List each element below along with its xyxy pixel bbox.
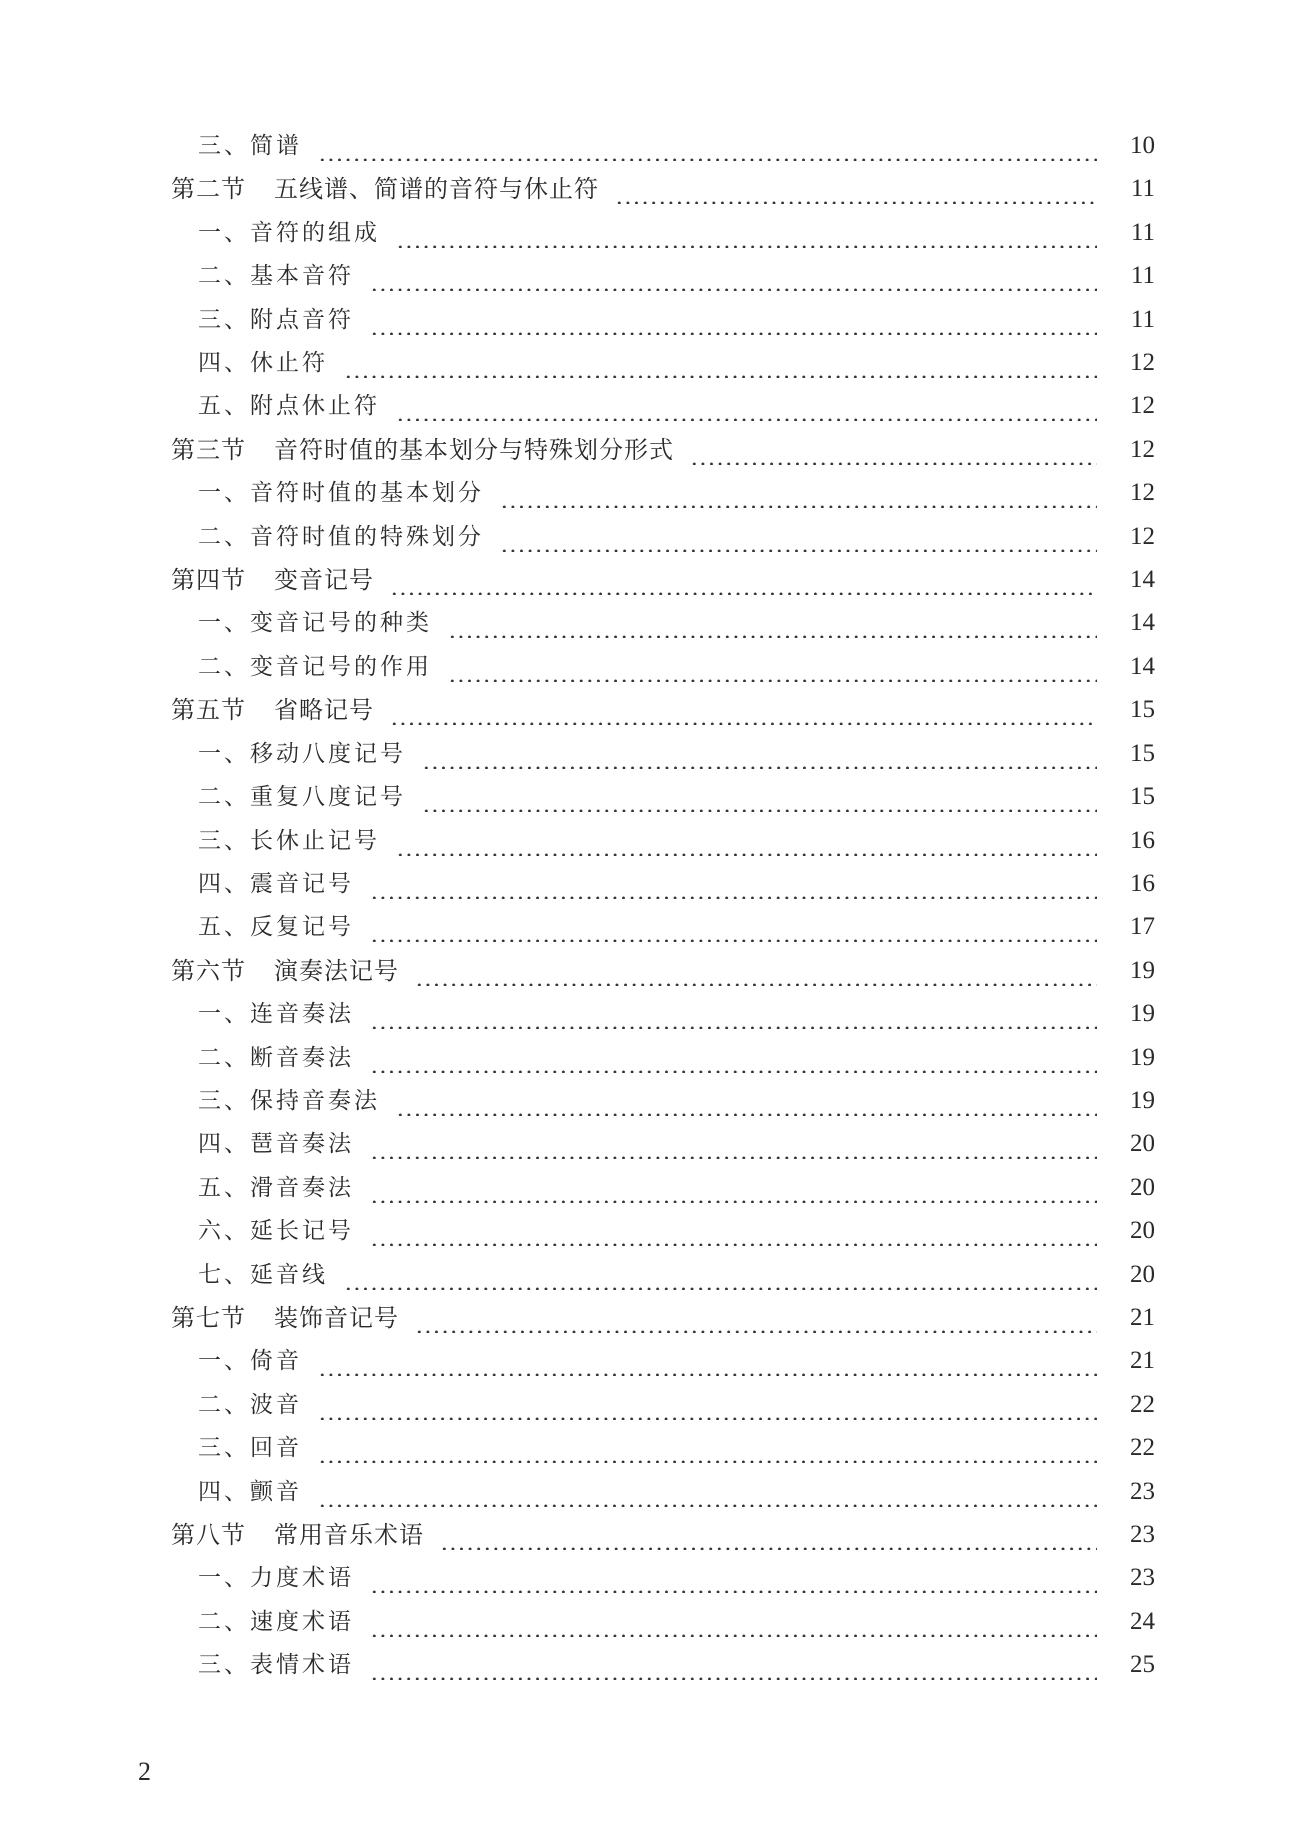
toc-entry	[171, 1520, 1155, 1550]
toc-entry	[198, 1346, 1155, 1376]
toc-entry	[198, 1390, 1155, 1420]
toc-entry-text: 延音线	[250, 1261, 328, 1288]
toc-entry	[198, 218, 1155, 248]
toc-entry-text: 力度术语	[250, 1565, 354, 1592]
dot-leader	[396, 1086, 1097, 1116]
toc-page-number: 14	[1130, 609, 1155, 637]
toc-entry-text: 颤音	[250, 1478, 302, 1505]
toc-page-number: 12	[1130, 349, 1155, 377]
toc-entry-title	[171, 1303, 399, 1333]
toc-entry-number: 三、	[198, 306, 250, 333]
dot-leader	[370, 261, 1097, 291]
toc-entry	[198, 1216, 1155, 1246]
toc-item-row[interactable]	[0, 131, 1312, 174]
toc-item-row[interactable]	[0, 608, 1312, 651]
toc-entry-text: 装饰音记号	[274, 1303, 399, 1332]
toc-page-number: 11	[1130, 175, 1155, 203]
toc-entry-title	[198, 1346, 302, 1376]
toc-entry	[198, 826, 1155, 856]
toc-page-number: 23	[1130, 1521, 1155, 1548]
toc-entry-number: 第六节	[171, 956, 246, 985]
toc-entry-title	[198, 305, 354, 335]
toc-entry-title	[171, 695, 374, 725]
dot-leader	[396, 218, 1097, 248]
toc-entry-title	[198, 1086, 380, 1116]
toc-item-row[interactable]	[0, 1086, 1312, 1129]
dot-leader	[318, 1433, 1097, 1463]
toc-entry-title	[198, 1433, 302, 1463]
toc-item-row[interactable]	[0, 1477, 1312, 1520]
toc-entry-title	[198, 739, 406, 769]
toc-entry-text: 反复记号	[250, 914, 354, 941]
toc-entry	[171, 956, 1155, 986]
dot-leader	[422, 739, 1097, 769]
toc-entry	[171, 174, 1155, 204]
toc-item-row[interactable]	[0, 652, 1312, 695]
toc-entry-text: 保持音奏法	[250, 1087, 380, 1114]
dot-leader	[370, 1043, 1097, 1073]
toc-entry	[198, 522, 1155, 552]
toc-entry-text: 长休止记号	[250, 827, 380, 854]
dot-leader	[318, 1346, 1097, 1376]
toc-page-number: 12	[1130, 435, 1155, 463]
toc-item-row[interactable]	[0, 1650, 1312, 1693]
toc-item-row[interactable]	[0, 782, 1312, 825]
toc-item-row[interactable]	[0, 1216, 1312, 1259]
toc-entry-title	[171, 174, 599, 204]
toc-entry-number: 第八节	[171, 1521, 246, 1549]
toc-entry-title	[198, 782, 406, 812]
toc-entry-number: 五、	[198, 1174, 250, 1201]
toc-item-row[interactable]	[0, 348, 1312, 391]
dot-leader	[500, 478, 1097, 508]
dot-leader	[370, 1216, 1097, 1246]
toc-entry-number: 第四节	[171, 566, 246, 595]
toc-entry-text: 附点休止符	[250, 393, 380, 420]
toc-entry-number: 一、	[198, 1001, 250, 1028]
toc-entry-text: 琶音奏法	[250, 1131, 354, 1158]
toc-entry-text: 变音记号	[274, 566, 374, 595]
dot-leader	[370, 1650, 1097, 1680]
dot-leader	[390, 695, 1097, 725]
toc-item-row[interactable]	[0, 1260, 1312, 1303]
toc-entry	[198, 391, 1155, 421]
toc-page-number: 14	[1130, 652, 1155, 680]
dot-leader	[390, 565, 1097, 595]
toc-entry-title	[198, 1043, 354, 1073]
toc-entry-text: 演奏法记号	[274, 956, 399, 985]
toc-entry-text: 音符的组成	[250, 219, 380, 246]
toc-entry	[198, 1477, 1155, 1507]
toc-entry-text: 变音记号的作用	[250, 653, 432, 680]
toc-page-number: 10	[1130, 132, 1155, 159]
toc-item-row[interactable]	[0, 912, 1312, 955]
toc-entry-title	[198, 652, 432, 682]
toc-entry-text: 连音奏法	[250, 1001, 354, 1028]
page-number: 2	[138, 1757, 151, 1786]
toc-entry-title	[198, 826, 380, 856]
toc-entry	[198, 739, 1155, 769]
toc-entry-title	[198, 1563, 354, 1593]
toc-entry-title	[198, 999, 354, 1029]
toc-item-row[interactable]	[0, 1173, 1312, 1216]
toc-entry-number: 一、	[198, 1348, 250, 1375]
toc-entry-number: 一、	[198, 1565, 250, 1592]
toc-page-number: 12	[1130, 522, 1155, 550]
toc-page-number: 17	[1130, 913, 1155, 941]
toc-page-number: 15	[1130, 783, 1155, 811]
dot-leader	[370, 1563, 1097, 1593]
toc-page-number: 20	[1130, 1260, 1155, 1288]
toc-page-number: 22	[1130, 1434, 1155, 1462]
toc-entry	[198, 1563, 1155, 1593]
toc-entry-text: 震音记号	[250, 870, 354, 897]
toc-entry-text: 滑音奏法	[250, 1174, 354, 1201]
toc-entry	[198, 478, 1155, 508]
toc-section-row[interactable]	[0, 1520, 1312, 1563]
toc-page-number: 19	[1130, 1086, 1155, 1114]
toc-page-number: 22	[1130, 1390, 1155, 1418]
toc-entry-title	[198, 218, 380, 248]
toc-entry-text: 简谱	[250, 133, 302, 159]
toc-entry	[198, 348, 1155, 378]
toc-entry	[171, 695, 1155, 725]
toc-entry-text: 变音记号的种类	[250, 610, 432, 637]
toc-page-number: 15	[1130, 696, 1155, 724]
toc-entry-text: 附点音符	[250, 306, 354, 333]
toc-entry	[198, 1129, 1155, 1159]
toc-item-row[interactable]	[0, 1563, 1312, 1606]
toc-entry-text: 倚音	[250, 1348, 302, 1375]
toc-entry	[198, 1086, 1155, 1116]
table-of-contents	[0, 131, 1312, 1694]
toc-entry	[198, 131, 1155, 161]
dot-leader	[440, 1520, 1097, 1550]
toc-entry-number: 二、	[198, 784, 250, 811]
toc-entry-number: 三、	[198, 827, 250, 854]
dot-leader	[500, 522, 1097, 552]
dot-leader	[370, 999, 1097, 1029]
toc-entry-title	[198, 608, 432, 638]
toc-entry-title	[198, 1129, 354, 1159]
toc-entry-title	[198, 522, 484, 552]
dot-leader	[370, 305, 1097, 335]
dot-leader	[370, 869, 1097, 899]
toc-entry-title	[198, 1477, 302, 1507]
toc-entry-title	[198, 1216, 354, 1246]
toc-page-number: 23	[1130, 1477, 1155, 1505]
dot-leader	[422, 782, 1097, 812]
toc-page-number: 12	[1130, 392, 1155, 420]
toc-entry-text: 休止符	[250, 350, 328, 377]
toc-section-row[interactable]	[0, 956, 1312, 999]
toc-entry-text: 音符时值的基本划分与特殊划分形式	[274, 435, 674, 464]
toc-entry	[198, 1043, 1155, 1073]
dot-leader	[318, 1390, 1097, 1420]
toc-item-row[interactable]	[0, 826, 1312, 869]
dot-leader	[370, 912, 1097, 942]
toc-entry	[198, 912, 1155, 942]
toc-entry	[171, 1303, 1155, 1333]
toc-entry-text: 音符时值的特殊划分	[250, 523, 484, 550]
toc-entry-number: 第五节	[171, 696, 246, 725]
toc-entry-title	[198, 131, 302, 161]
toc-entry	[198, 305, 1155, 335]
toc-entry	[198, 782, 1155, 812]
toc-entry-number: 一、	[198, 480, 250, 507]
toc-entry-number: 六、	[198, 1218, 250, 1245]
toc-entry	[198, 1260, 1155, 1290]
dot-leader	[370, 1129, 1097, 1159]
toc-item-row[interactable]	[0, 739, 1312, 782]
toc-entry-title	[198, 1650, 354, 1680]
toc-entry	[171, 565, 1155, 595]
toc-page-number: 19	[1130, 956, 1155, 984]
toc-page-number: 14	[1130, 566, 1155, 594]
toc-page-number: 15	[1130, 739, 1155, 767]
toc-section-row[interactable]	[0, 435, 1312, 478]
toc-item-row[interactable]	[0, 1390, 1312, 1433]
toc-page-number: 21	[1130, 1303, 1155, 1331]
toc-page-number: 21	[1130, 1347, 1155, 1375]
toc-item-row[interactable]	[0, 1129, 1312, 1172]
toc-entry-number: 二、	[198, 263, 250, 290]
toc-entry-title	[198, 1607, 354, 1637]
toc-item-row[interactable]	[0, 1043, 1312, 1086]
toc-section-row[interactable]	[0, 695, 1312, 738]
toc-entry	[198, 261, 1155, 291]
toc-page-number: 23	[1130, 1564, 1155, 1592]
toc-entry-text: 回音	[250, 1435, 302, 1462]
toc-item-row[interactable]	[0, 218, 1312, 261]
toc-item-row[interactable]	[0, 522, 1312, 565]
toc-entry-text: 断音奏法	[250, 1044, 354, 1071]
toc-entry-number: 三、	[198, 1087, 250, 1114]
dot-leader	[370, 1173, 1097, 1203]
toc-page-number: 16	[1130, 826, 1155, 854]
toc-item-row[interactable]	[0, 1607, 1312, 1650]
toc-entry-text: 音符时值的基本划分	[250, 480, 484, 507]
toc-entry-text: 延长记号	[250, 1218, 354, 1245]
toc-entry-number: 一、	[198, 740, 250, 767]
toc-entry-title	[198, 912, 354, 942]
toc-entry-text: 常用音乐术语	[274, 1521, 424, 1549]
toc-item-row[interactable]	[0, 999, 1312, 1042]
dot-leader	[415, 956, 1097, 986]
dot-leader	[344, 1260, 1097, 1290]
toc-page-number: 16	[1130, 869, 1155, 897]
toc-entry-number: 四、	[198, 870, 250, 897]
toc-entry-title	[171, 956, 399, 986]
toc-entry-number: 第二节	[171, 175, 246, 204]
toc-item-row[interactable]	[0, 869, 1312, 912]
toc-entry	[198, 1433, 1155, 1463]
toc-page-number: 20	[1130, 1173, 1155, 1201]
toc-page-number: 25	[1130, 1651, 1155, 1679]
toc-entry-number: 七、	[198, 1261, 250, 1288]
toc-entry-number: 四、	[198, 1478, 250, 1505]
toc-entry-title	[198, 391, 380, 421]
toc-entry-text: 表情术语	[250, 1652, 354, 1679]
toc-entry-text: 五线谱、简谱的音符与休止符	[274, 175, 599, 204]
toc-item-row[interactable]	[0, 1433, 1312, 1476]
toc-entry	[198, 1650, 1155, 1680]
toc-page-number: 19	[1130, 1000, 1155, 1028]
dot-leader	[318, 1477, 1097, 1507]
toc-entry	[198, 1607, 1155, 1637]
toc-entry-title	[198, 478, 484, 508]
dot-leader	[448, 608, 1097, 638]
dot-leader	[318, 131, 1097, 161]
toc-entry-number: 一、	[198, 610, 250, 637]
toc-entry-number: 三、	[198, 1652, 250, 1679]
toc-item-row[interactable]	[0, 478, 1312, 521]
toc-entry-title	[171, 565, 374, 595]
toc-entry-number: 二、	[198, 1391, 250, 1418]
toc-entry-text: 移动八度记号	[250, 740, 406, 767]
toc-entry-text: 基本音符	[250, 263, 354, 290]
dot-leader	[370, 1607, 1097, 1637]
toc-page-number: 11	[1130, 262, 1155, 290]
toc-entry-number: 四、	[198, 1131, 250, 1158]
toc-entry-number: 三、	[198, 1435, 250, 1462]
toc-entry-title	[198, 348, 328, 378]
toc-page-number: 20	[1130, 1130, 1155, 1158]
toc-entry-title	[171, 435, 674, 465]
dot-leader	[396, 826, 1097, 856]
toc-item-row[interactable]	[0, 391, 1312, 434]
dot-leader	[344, 348, 1097, 378]
toc-entry-title	[198, 869, 354, 899]
dot-leader	[690, 435, 1097, 465]
toc-entry-title	[198, 1173, 354, 1203]
toc-entry-number: 二、	[198, 1044, 250, 1071]
toc-entry-number: 二、	[198, 653, 250, 680]
toc-entry-title	[198, 1390, 302, 1420]
toc-entry-title	[171, 1520, 424, 1550]
toc-page-number: 19	[1130, 1043, 1155, 1071]
toc-page-number: 12	[1130, 479, 1155, 507]
toc-entry-number: 二、	[198, 1608, 250, 1635]
toc-page-number: 20	[1130, 1217, 1155, 1245]
toc-entry-number: 第三节	[171, 435, 246, 464]
toc-entry-number: 一、	[198, 219, 250, 246]
toc-item-row[interactable]	[0, 305, 1312, 348]
toc-entry-number: 五、	[198, 393, 250, 420]
toc-section-row[interactable]	[0, 1303, 1312, 1346]
dot-leader	[448, 652, 1097, 682]
toc-entry-number: 五、	[198, 914, 250, 941]
toc-section-row[interactable]	[0, 174, 1312, 217]
toc-entry-text: 省略记号	[274, 696, 374, 725]
toc-entry-number: 三、	[198, 133, 250, 159]
toc-entry-title	[198, 261, 354, 291]
toc-entry	[198, 1173, 1155, 1203]
toc-entry	[198, 608, 1155, 638]
toc-entry	[198, 999, 1155, 1029]
toc-page-number: 11	[1130, 305, 1155, 333]
toc-page-number: 24	[1130, 1607, 1155, 1635]
toc-entry-text: 重复八度记号	[250, 784, 406, 811]
toc-item-row[interactable]	[0, 261, 1312, 304]
toc-entry-number: 四、	[198, 350, 250, 377]
dot-leader	[396, 391, 1097, 421]
dot-leader	[415, 1303, 1097, 1333]
toc-entry-number: 二、	[198, 523, 250, 550]
toc-entry	[198, 652, 1155, 682]
toc-page-number: 11	[1130, 218, 1155, 246]
toc-entry-title	[198, 1260, 328, 1290]
toc-item-row[interactable]	[0, 1346, 1312, 1389]
dot-leader	[615, 174, 1097, 204]
toc-entry	[171, 435, 1155, 465]
toc-section-row[interactable]	[0, 565, 1312, 608]
toc-entry-number: 第七节	[171, 1303, 246, 1332]
toc-entry	[198, 869, 1155, 899]
toc-entry-text: 速度术语	[250, 1608, 354, 1635]
toc-entry-text: 波音	[250, 1391, 302, 1418]
